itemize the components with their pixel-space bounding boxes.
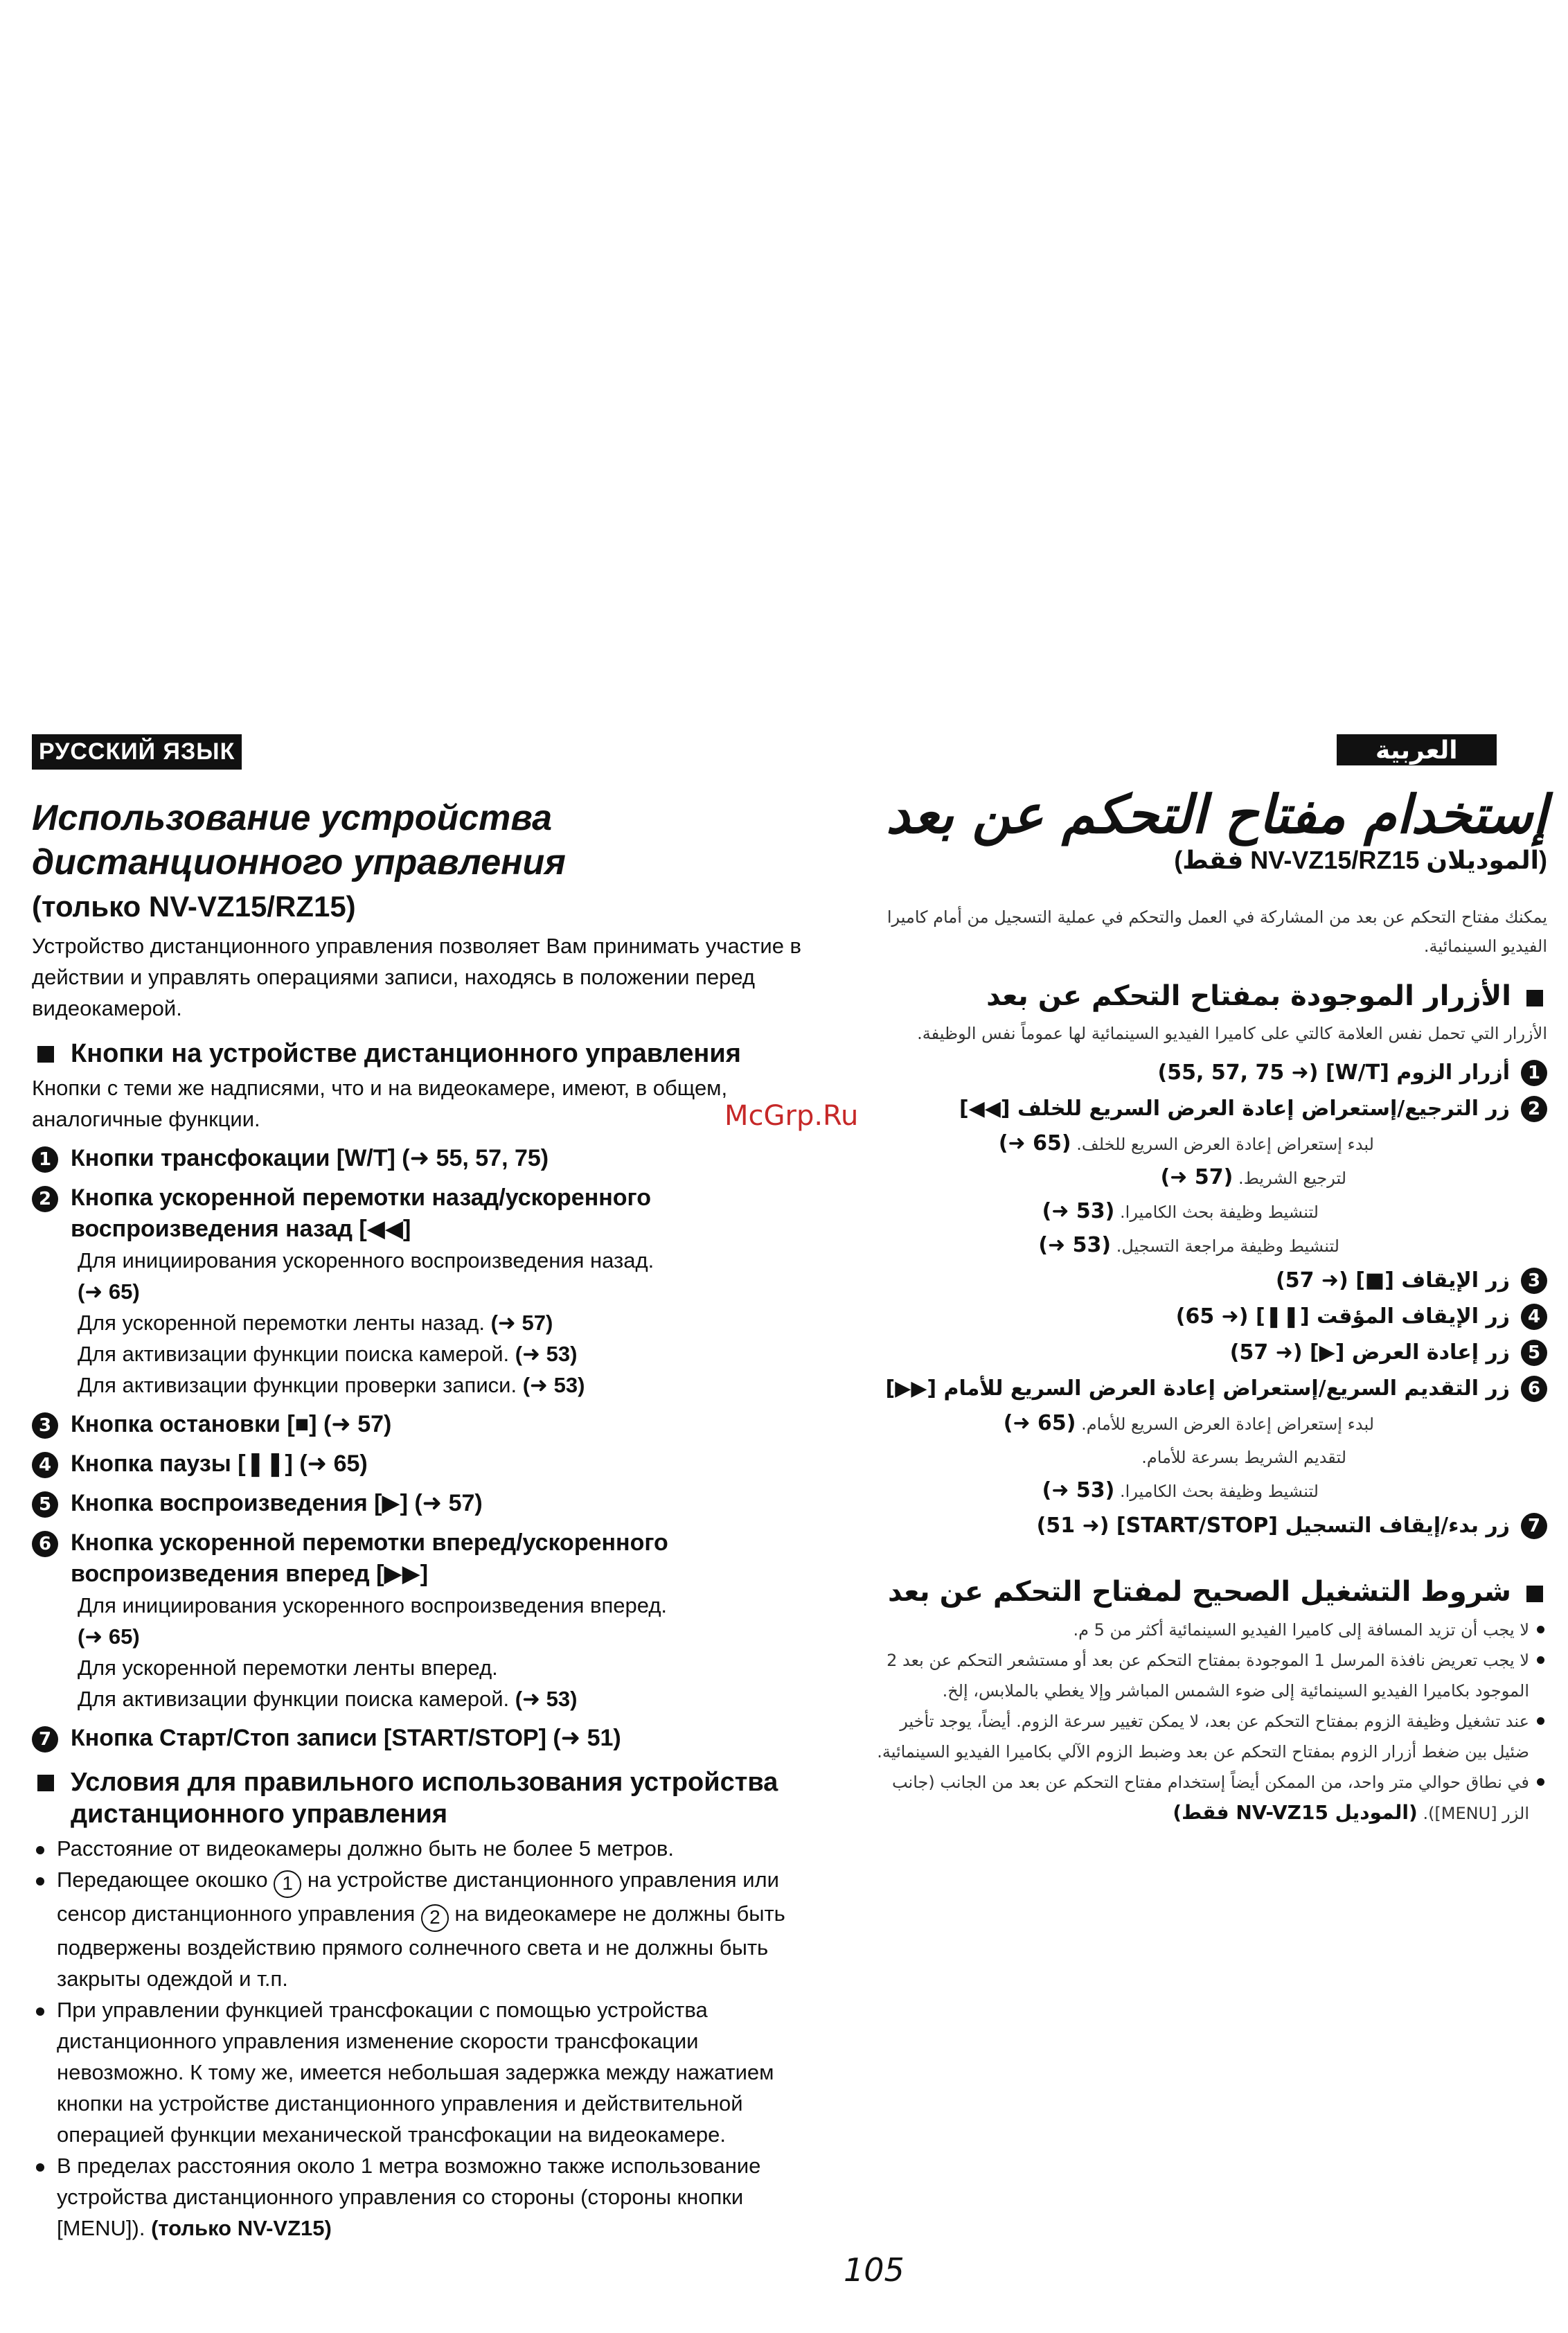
number-badge-icon: 7 <box>32 1726 58 1753</box>
number-badge-icon: 3 <box>32 1412 58 1439</box>
list-item-detail: لتنشيط وظيفة بحث الكاميرا. (➜ 53) <box>1042 1478 1319 1503</box>
bullet-icon <box>1537 1656 1544 1664</box>
title-line-1: Использование устройства <box>32 798 553 839</box>
list-item-detail: Для ускоренной перемотки ленты вперед. <box>78 1656 498 1680</box>
arabic-intro: يمكنك مفتاح التحكم عن بعد من المشاركة في العمل والتحكم في عملية التسجيل من أمام كاميرا الفيديو السينمائية. <box>887 907 1547 957</box>
conditions-list <box>32 1833 828 2244</box>
list-item: 4 زر الإيقاف المؤقت [❚❚] (➜ 65) <box>866 1299 1547 1335</box>
list-item: لا يجب أن تزيد المسافة إلى كاميرا الفيديو السينمائية أكثر من 5 م. <box>866 1615 1547 1645</box>
page-subtitle: (только NV-VZ15/RZ15) <box>32 890 356 923</box>
list-item-detail: Для активизации функции проверки записи. (➜ 53) <box>78 1373 585 1398</box>
conditions-section-heading: Условия для правильного использования устройства дистанционного управления <box>32 1766 828 1830</box>
list-item: عند تشغيل وظيفة الزوم بمفتاح التحكم عن بعد، لا يمكن تغيير سرعة الزوم. أيضاً، يوجد تأخير ضئيل بين ضغط أزرار الزوم بمفتاح التحكم عن بعد وضبط الزوم الآلي بكاميرا الفيديو السينمائية. <box>866 1706 1547 1767</box>
list-item: 1 Кнопки трансфокации [W/T] (➜ 55, 57, 75) <box>32 1143 828 1174</box>
square-bullet-icon <box>1526 1586 1543 1602</box>
list-item: В пределах расстояния около 1 метра возможно также использование устройства дистанционного управления со стороны (стороны кнопки [MENU]). (только NV-VZ15) <box>32 2150 828 2244</box>
square-bullet-icon <box>1526 990 1543 1006</box>
number-badge-icon: 2 <box>1521 1096 1547 1122</box>
language-tag-arabic: العربية <box>1337 734 1497 765</box>
circled-number-icon: 1 <box>274 1870 301 1898</box>
language-tag-russian: РУССКИЙ ЯЗЫК <box>32 734 242 770</box>
list-item-detail: Для активизации функции поиска камерой. (➜ 53) <box>78 1342 578 1367</box>
list-item-detail: Для инициирования ускоренного воспроизведения назад. (➜ 65) <box>78 1248 654 1304</box>
number-badge-icon: 6 <box>32 1531 58 1557</box>
list-item: Передающее окошко 1 на устройстве дистанционного управления или сенсор дистанционного управления 2 на видеокамере не должны быть подвержены воздействию прямого солнечного света и не должны быть закрыты одеждой и т.п. <box>32 1864 828 1994</box>
list-item-detail: لبدء إستعراض إعادة العرض السريع للخلف. (➜ 65) <box>998 1131 1374 1156</box>
list-item-detail: Для инициирования ускоренного воспроизведения вперед. (➜ 65) <box>78 1593 668 1649</box>
list-item: لا يجب تعريض نافذة المرسل 1 الموجودة بمفتاح التحكم عن بعد أو مستشعر التحكم عن بعد 2 الموجود بكاميرا الفيديو السينمائية إلى ضوء الشمس المباشر وإلا يغطي بالملابس، إلخ. <box>866 1645 1547 1706</box>
bullet-icon <box>36 1877 44 1886</box>
watermark: McGrp.Ru <box>724 1100 859 1132</box>
list-item: 4 Кнопка паузы [❚❚] (➜ 65) <box>32 1448 828 1480</box>
square-bullet-icon <box>37 1046 54 1063</box>
list-item: 5 زر إعادة العرض [▶] (➜ 57) <box>866 1335 1547 1371</box>
page-number: 105 <box>844 2251 905 2289</box>
buttons-section-heading: Кнопки на устройстве дистанционного управления <box>32 1038 828 1070</box>
bullet-icon <box>1537 1717 1544 1725</box>
list-item-detail: لتنشيط وظيفة مراجعة التسجيل. (➜ 53) <box>1038 1233 1339 1258</box>
list-item: 6 Кнопка ускоренной перемотки вперед/ускоренного воспроизведения вперед [▶▶] <box>32 1527 828 1590</box>
list-item: 7 Кнопка Старт/Стоп записи [START/STOP] (➜ 51) <box>32 1723 828 1754</box>
list-item-detail: لتنشيط وظيفة بحث الكاميرا. (➜ 53) <box>1042 1199 1319 1224</box>
number-badge-icon: 5 <box>32 1491 58 1518</box>
bullet-icon <box>1537 1626 1544 1633</box>
title-line-2: дистанционного управления <box>32 842 566 883</box>
russian-column <box>32 734 828 2244</box>
square-bullet-icon <box>37 1775 54 1791</box>
arabic-subtitle: (الموديلان NV-VZ15/RZ15 فقط) <box>1174 846 1547 875</box>
bullet-icon <box>36 2163 44 2172</box>
number-badge-icon: 4 <box>32 1452 58 1478</box>
list-item: 5 Кнопка воспроизведения [▶] (➜ 57) <box>32 1488 828 1519</box>
number-badge-icon: 1 <box>1521 1060 1547 1086</box>
list-item: 2 Кнопка ускоренной перемотки назад/ускоренного воспроизведения назад [◀◀] <box>32 1182 828 1245</box>
list-item: При управлении функцией трансфокации с помощью устройства дистанционного управления изменение скорости трансфокации невозможно. К тому же, имеется небольшая задержка между нажатием кнопки на устройстве дистанционного управления и действительной операцией функции механической трансфокации на видеокамере. <box>32 1994 828 2150</box>
arabic-buttons-text: الأزرار التي تحمل نفس العلامة كالتي على كاميرا الفيديو السينمائية لها عموماً نفس الوظيفة. <box>917 1024 1547 1044</box>
list-item: في نطاق حوالي متر واحد، من الممكن أيضاً إستخدام مفتاح التحكم عن بعد من الجانب (جانب الزر [MENU]). (الموديل NV-VZ15 فقط) <box>866 1767 1547 1829</box>
number-badge-icon: 7 <box>1521 1513 1547 1539</box>
arabic-conditions-list <box>866 1615 1547 1829</box>
list-item-detail: لبدء إستعراض إعادة العرض السريع للأمام. (➜ 65) <box>1003 1411 1374 1436</box>
list-item: Расстояние от видеокамеры должно быть не более 5 метров. <box>32 1833 828 1864</box>
number-badge-icon: 2 <box>32 1186 58 1212</box>
list-item: 2 زر الترجيع/إستعراض إعادة العرض السريع للخلف [◀◀] <box>866 1091 1547 1127</box>
intro-paragraph: Устройство дистанционного управления позволяет Вам принимать участие в действии и управлять операциями записи, находясь в положении перед видеокамерой. <box>32 934 802 1021</box>
arabic-buttons-heading: الأزرار الموجودة بمفتاح التحكم عن بعد <box>866 980 1547 1012</box>
page-title <box>32 796 828 885</box>
number-badge-icon: 3 <box>1521 1268 1547 1294</box>
arabic-button-list <box>866 1055 1547 1544</box>
bullet-icon <box>36 2007 44 2016</box>
list-item-detail: لتقديم الشريط بسرعة للأمام. <box>1141 1448 1346 1468</box>
list-item: 3 زر الإيقاف [■] (➜ 57) <box>866 1263 1547 1299</box>
number-badge-icon: 5 <box>1521 1340 1547 1366</box>
number-badge-icon: 4 <box>1521 1304 1547 1330</box>
buttons-section-text: Кнопки с теми же надписями, что и на видеокамере, имеют, в общем, аналогичные функции. <box>32 1076 728 1132</box>
arabic-title: إستخدام مفتاح التحكم عن بعد <box>886 783 1547 846</box>
list-item: 7 زر بدء/إيقاف التسجيل [START/STOP] (➜ 51) <box>866 1508 1547 1544</box>
language-tag-row <box>866 734 1547 765</box>
list-item: 6 زر التقديم السريع/إستعراض إعادة العرض السريع للأمام [▶▶] <box>866 1371 1547 1407</box>
bullet-icon <box>1537 1778 1544 1786</box>
arabic-column <box>866 734 1547 1829</box>
list-item: 1 أزرار الزوم [W/T] (➜ 55, 57, 75) <box>866 1055 1547 1091</box>
number-badge-icon: 1 <box>32 1146 58 1173</box>
number-badge-icon: 6 <box>1521 1376 1547 1402</box>
list-item-detail: Для активизации функции поиска камерой. (➜ 53) <box>78 1687 578 1712</box>
list-item-detail: Для ускоренной перемотки ленты назад. (➜ 57) <box>78 1311 553 1336</box>
arabic-conditions-heading: شروط التشغيل الصحيح لمفتاح التحكم عن بعد <box>866 1576 1547 1608</box>
list-item: 3 Кнопка остановки [■] (➜ 57) <box>32 1409 828 1440</box>
button-list <box>32 1143 828 1754</box>
circled-number-icon: 2 <box>421 1904 449 1932</box>
list-item-detail: لترجيع الشريط. (➜ 57) <box>1160 1165 1346 1190</box>
bullet-icon <box>36 1846 44 1854</box>
